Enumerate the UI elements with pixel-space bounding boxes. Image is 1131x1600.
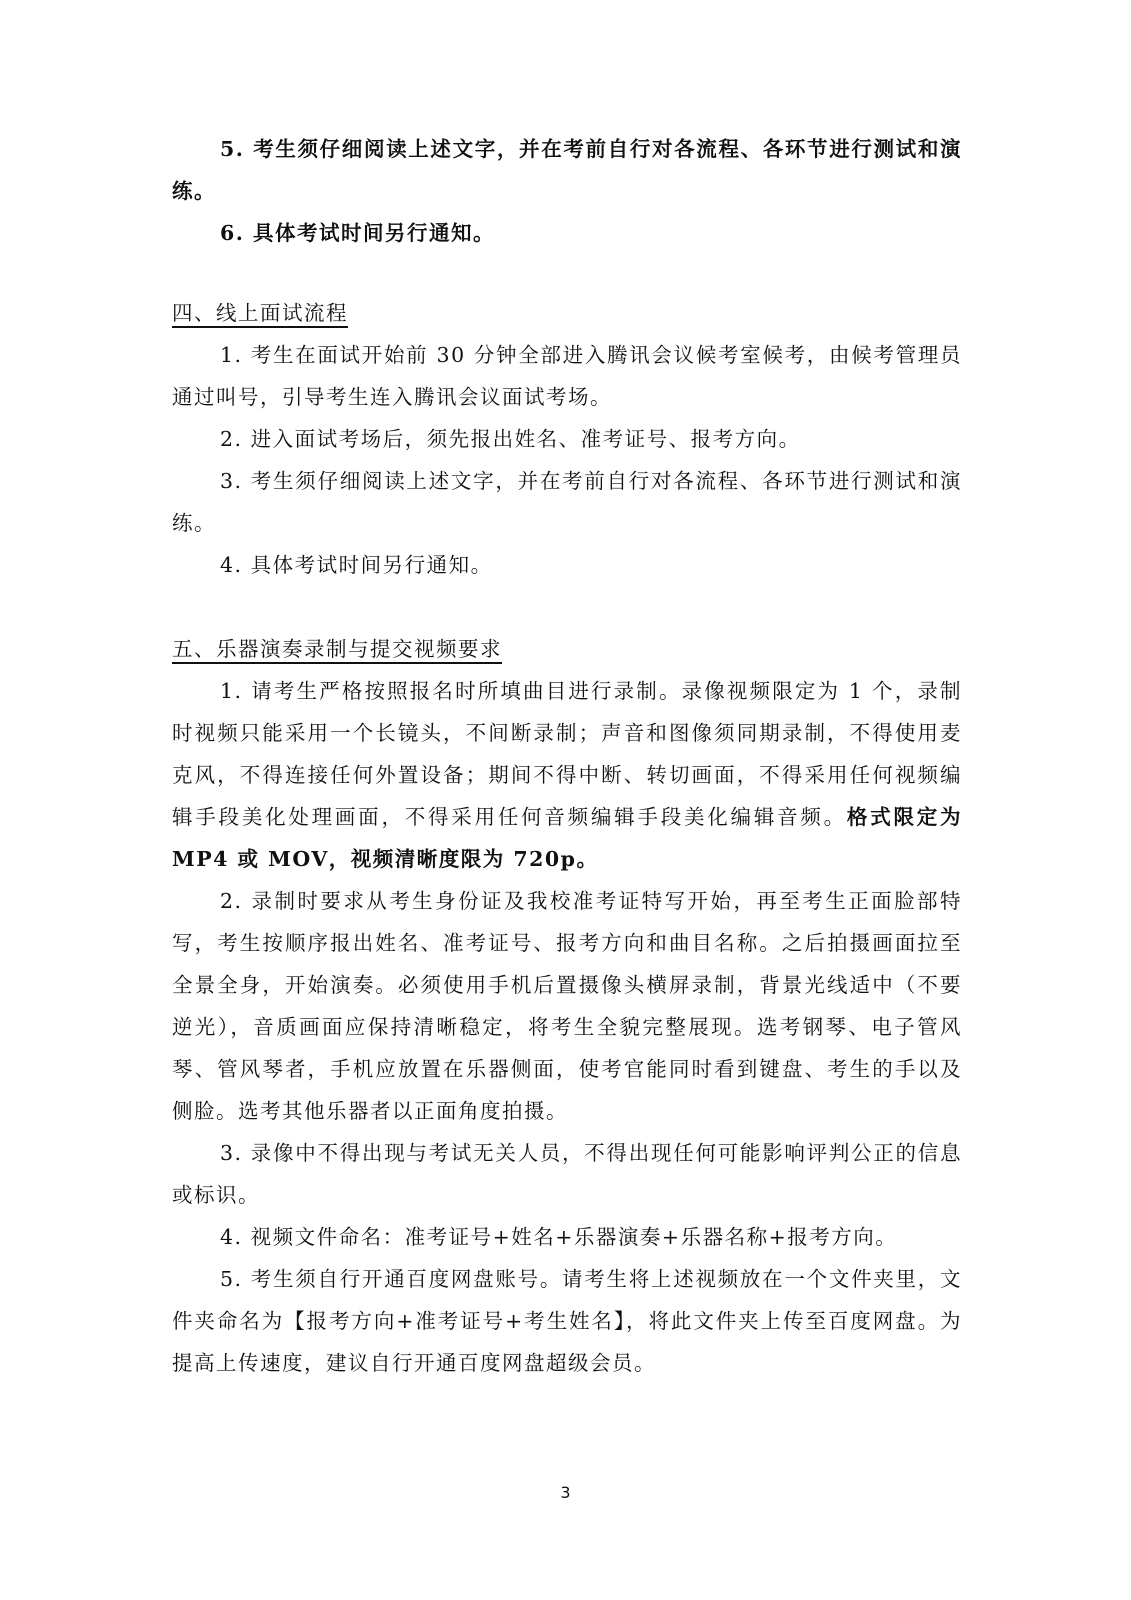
section5-item-1 bbox=[172, 670, 962, 880]
section-spacer bbox=[172, 586, 962, 628]
section5-heading-row bbox=[172, 628, 962, 670]
section4-item-1: 1. 考生在面试开始前 30 分钟全部进入腾讯会议候考室候考，由候考管理员通过叫号，引导考生连入腾讯会议面试考场。 bbox=[172, 343, 962, 409]
section5-item-1-format-requirement: 格式限定为 MP4 或 MOV，视频清晰度限为 720p。 bbox=[172, 805, 963, 871]
page-number: 3 bbox=[560, 1483, 571, 1502]
section5-item-1-text: 1. 请考生严格按照报名时所填曲目进行录制。录像视频限定为 1 个，录制时视频只能采用一个长镜头，不间断录制；声音和图像须同期录制，不得使用麦克风，不得连接任何外置设备；期间不得中断、转切画面，不得采用任何视频编辑手段美化处理画面，不得采用任何音频编辑手段美化编辑音频。 bbox=[172, 679, 962, 829]
section5-item-5: 5. 考生须自行开通百度网盘账号。请考生将上述视频放在一个文件夹里，文件夹命名为【报考方向+准考证号+考生姓名】，将此文件夹上传至百度网盘。为提高上传速度，建议自行开通百度网盘超级会员。 bbox=[172, 1267, 962, 1375]
section3-item-6: 6. 具体考试时间另行通知。 bbox=[220, 221, 496, 245]
section-spacer bbox=[172, 254, 962, 292]
document-body bbox=[172, 128, 962, 1384]
section4-item-4: 4. 具体考试时间另行通知。 bbox=[220, 553, 493, 577]
section3-item-5: 5. 考生须仔细阅读上述文字，并在考前自行对各流程、各环节进行测试和演练。 bbox=[172, 137, 962, 203]
section5-item-4: 4. 视频文件命名：准考证号+姓名+乐器演奏+乐器名称+报考方向。 bbox=[220, 1225, 898, 1249]
section4-item-2: 2. 进入面试考场后，须先报出姓名、准考证号、报考方向。 bbox=[220, 427, 801, 451]
section5-heading: 五、乐器演奏录制与提交视频要求 bbox=[172, 637, 502, 661]
section4-item-3: 3. 考生须仔细阅读上述文字，并在考前自行对各流程、各环节进行测试和演练。 bbox=[172, 469, 962, 535]
section5-item-2: 2. 录制时要求从考生身份证及我校准考证特写开始，再至考生正面脸部特写，考生按顺序报出姓名、准考证号、报考方向和曲目名称。之后拍摄画面拉至全景全身，开始演奏。必须使用手机后置摄像头横屏录制，背景光线适中（不要逆光），音质画面应保持清晰稳定，将考生全貌完整展现。选考钢琴、电子管风琴、管风琴者，手机应放置在乐器侧面，使考官能同时看到键盘、考生的手以及侧脸。选考其他乐器者以正面角度拍摄。 bbox=[172, 889, 962, 1123]
section5-item-3: 3. 录像中不得出现与考试无关人员，不得出现任何可能影响评判公正的信息或标识。 bbox=[172, 1141, 962, 1207]
section4-heading: 四、线上面试流程 bbox=[172, 301, 348, 325]
section4-heading-row bbox=[172, 292, 962, 334]
